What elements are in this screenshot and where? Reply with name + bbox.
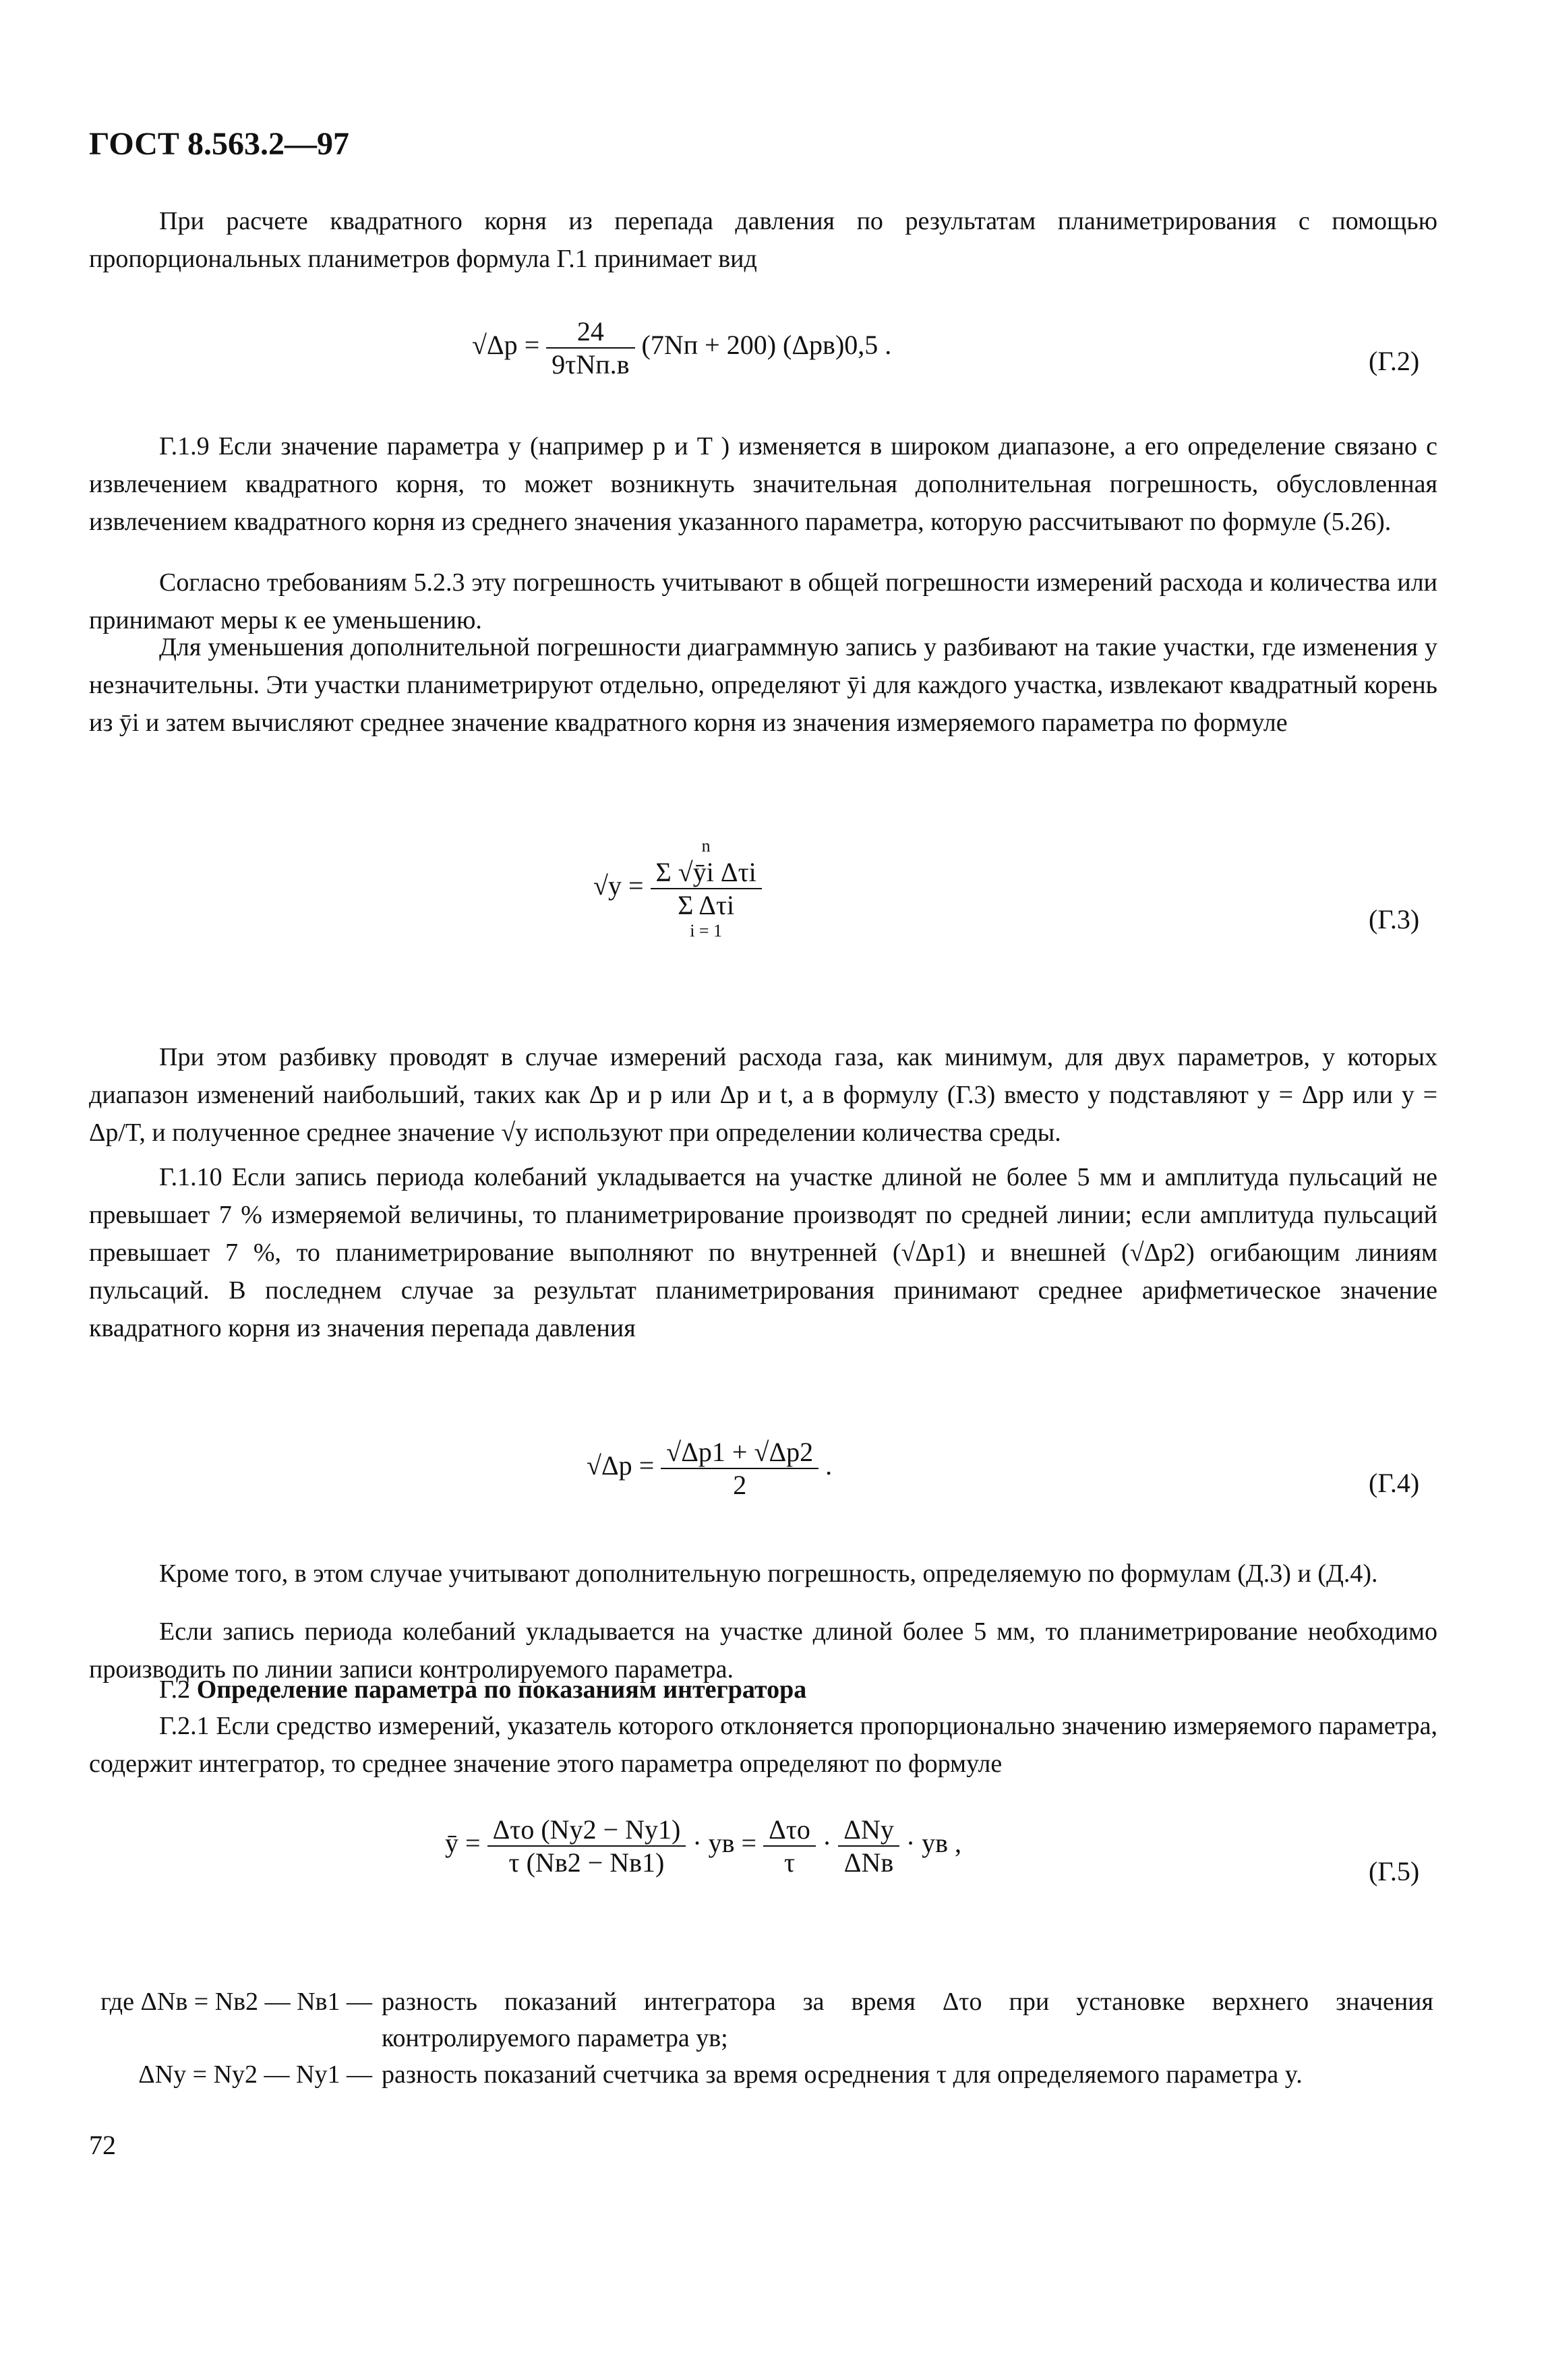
formula-lhs: √Δp [587, 1450, 632, 1481]
section-heading [89, 1671, 1437, 1708]
paragraph-1 [89, 202, 1437, 278]
equation-label-g2: (Г.2) [1369, 346, 1420, 376]
definition-term-1: где ΔNв = Nв2 — Nв1 — [100, 1988, 372, 2016]
fraction-denominator: 9τNп.в [552, 349, 630, 380]
paragraph-text: Г.1.9 Если значение параметра y (например p и T ) изменяется в широком диапазоне, а его определение связано с извлечением квадратного корня, то может возникнуть значительная дополнительная погрешность, обусловленная извлечением квадратного корня из среднего значения указанного параметра, которую рассчитывают по формуле (5.26). [89, 432, 1437, 536]
fraction-numerator: Δτо (Ny2 − Ny1) [487, 1814, 686, 1847]
fraction-numerator: Σ √ȳi Δτi [651, 856, 762, 889]
formula-rhs: (7Nп + 200) (Δpв)0,5 . [641, 330, 892, 361]
formula-lhs: ȳ [445, 1828, 458, 1859]
formula-g5: ȳ = $\frac{\text{Δτо (Ny2 − Ny1)}}{\tau (Nв2 - Nв1)}$ · yв = $\frac{\text{Δτо}}{\tau}$ · $\frac{\text{ΔNy}}{\text{ΔNв}}$ · yв , [445, 1814, 962, 1878]
formula-lhs: √y [593, 870, 622, 901]
paragraph-7 [89, 1555, 1437, 1593]
page-number: 72 [89, 2130, 116, 2160]
definition-text-2: разность показаний счетчика за время осреднения τ для определяемого параметра y. [382, 2060, 1303, 2089]
paragraph-5 [89, 1038, 1437, 1152]
document-header: ГОСТ 8.563.2—97 [89, 126, 349, 162]
formula-fraction [546, 316, 634, 380]
paragraph-6 [89, 1158, 1437, 1347]
paragraph-text: Г.2.1 Если средство измерений, указатель которого отклоняется пропорционально значению измеряемого параметра, содержит интегратор, то среднее значение этого параметра определяют по формуле [89, 1712, 1437, 1778]
formula-fraction-2 [763, 1814, 816, 1878]
fraction-denominator: τ (Nв2 − Nв1) [508, 1847, 665, 1878]
formula-fraction-1 [487, 1814, 686, 1878]
fraction-numerator: √Δp1 + √Δp2 [661, 1436, 818, 1469]
fraction-numerator: 24 [546, 316, 634, 349]
equation-label-g5: (Г.5) [1369, 1856, 1420, 1886]
fraction-denominator: Σ Δτi [678, 890, 735, 920]
sum-upper-limit: n [701, 836, 711, 856]
formula-lhs: √Δp [472, 330, 518, 361]
equation-label-g3: (Г.3) [1369, 904, 1420, 934]
formula-g4: √Δp = $\frac{√\Delta p1 + √\Delta p2}{2}$ . [587, 1437, 833, 1500]
paragraph-9 [89, 1707, 1437, 1783]
formula-fraction [661, 1436, 818, 1501]
fraction-numerator: ΔNy [838, 1814, 899, 1847]
formula-fraction-3 [838, 1814, 899, 1878]
formula-g3: √y = n Σ √ȳi Δτi Σ Δτi i = 1 [593, 836, 762, 941]
paragraph-text: При расчете квадратного корня из перепада давления по результатам планиметрирования с помощью пропорциональных планиметров формула Г.1 принимает вид [89, 207, 1437, 273]
formula-middle: · yв = [692, 1828, 757, 1859]
fraction-denominator: τ [783, 1847, 796, 1878]
paragraph-text: Кроме того, в этом случае учитывают дополнительную погрешность, определяемую по формулам (Д.3) и (Д.4). [159, 1559, 1378, 1588]
paragraph-text: Г.1.10 Если запись периода колебаний укладывается на участке длиной не более 5 мм и амплитуда пульсаций не превышает 7 % измеряемой величины, то планиметрирование производят по средней линии; если амплитуда пульсаций превышает 7 %, то планиметрирование выполняют по внутренней (√Δp1) и внешней (√Δp2) огибающим линиям пульсаций. В последнем случае за результат планиметрирования принимают среднее арифметическое значение квадратного корня из значения перепада давления [89, 1163, 1437, 1342]
fraction-denominator: 2 [733, 1470, 747, 1500]
paragraph-text: Если запись периода колебаний укладывается на участке длиной более 5 мм, то планиметрирование необходимо производить по линии записи контролируемого параметра. [89, 1617, 1437, 1684]
formula-tail: · yв , [905, 1828, 962, 1859]
section-title: Определение параметра по показаниям интегратора [196, 1675, 807, 1704]
sum-lower-limit: i = 1 [690, 921, 723, 941]
formula-g2: √Δp = $\frac{24}{\text{9τNп.в}}$ (7Nп + 200) (Δpв)0,5 . [472, 316, 892, 380]
fraction-numerator: Δτо [763, 1814, 816, 1847]
formula-fraction [651, 836, 762, 941]
paragraph-4 [89, 628, 1437, 742]
paragraph-text: При этом разбивку проводят в случае измерений расхода газа, как минимум, для двух параметров, у которых диапазон изменений наибольший, таких как Δp и p или Δp и t, а в формулу (Г.3) вместо y подставляют y = Δpp или y = Δp/T, и полученное среднее значение √y используют при определении количества среды. [89, 1043, 1437, 1147]
definition-term-2: ΔNy = Ny2 — Ny1 — [138, 2060, 372, 2089]
fraction-denominator: ΔNв [843, 1847, 894, 1878]
paragraph-text: Для уменьшения дополнительной погрешности диаграммную запись y разбивают на такие участки, где изменения y незначительны. Эти участки планиметрируют отдельно, определяют ȳi для каждого участка, извлекают квадратный корень из ȳi и затем вычисляют среднее значение квадратного корня из значения измеряемого параметра по формуле [89, 633, 1437, 737]
paragraph-2 [89, 427, 1437, 541]
paragraph-text: Согласно требованиям 5.2.3 эту погрешность учитывают в общей погрешности измерений расхода и количества или принимают меры к ее уменьшению. [89, 568, 1437, 634]
definition-text-1: разность показаний интегратора за время Δτо при установке верхнего значения контролируемого параметра yв; [382, 1988, 1433, 2052]
section-number: Г.2 [159, 1675, 191, 1704]
equation-label-g4: (Г.4) [1369, 1468, 1420, 1498]
